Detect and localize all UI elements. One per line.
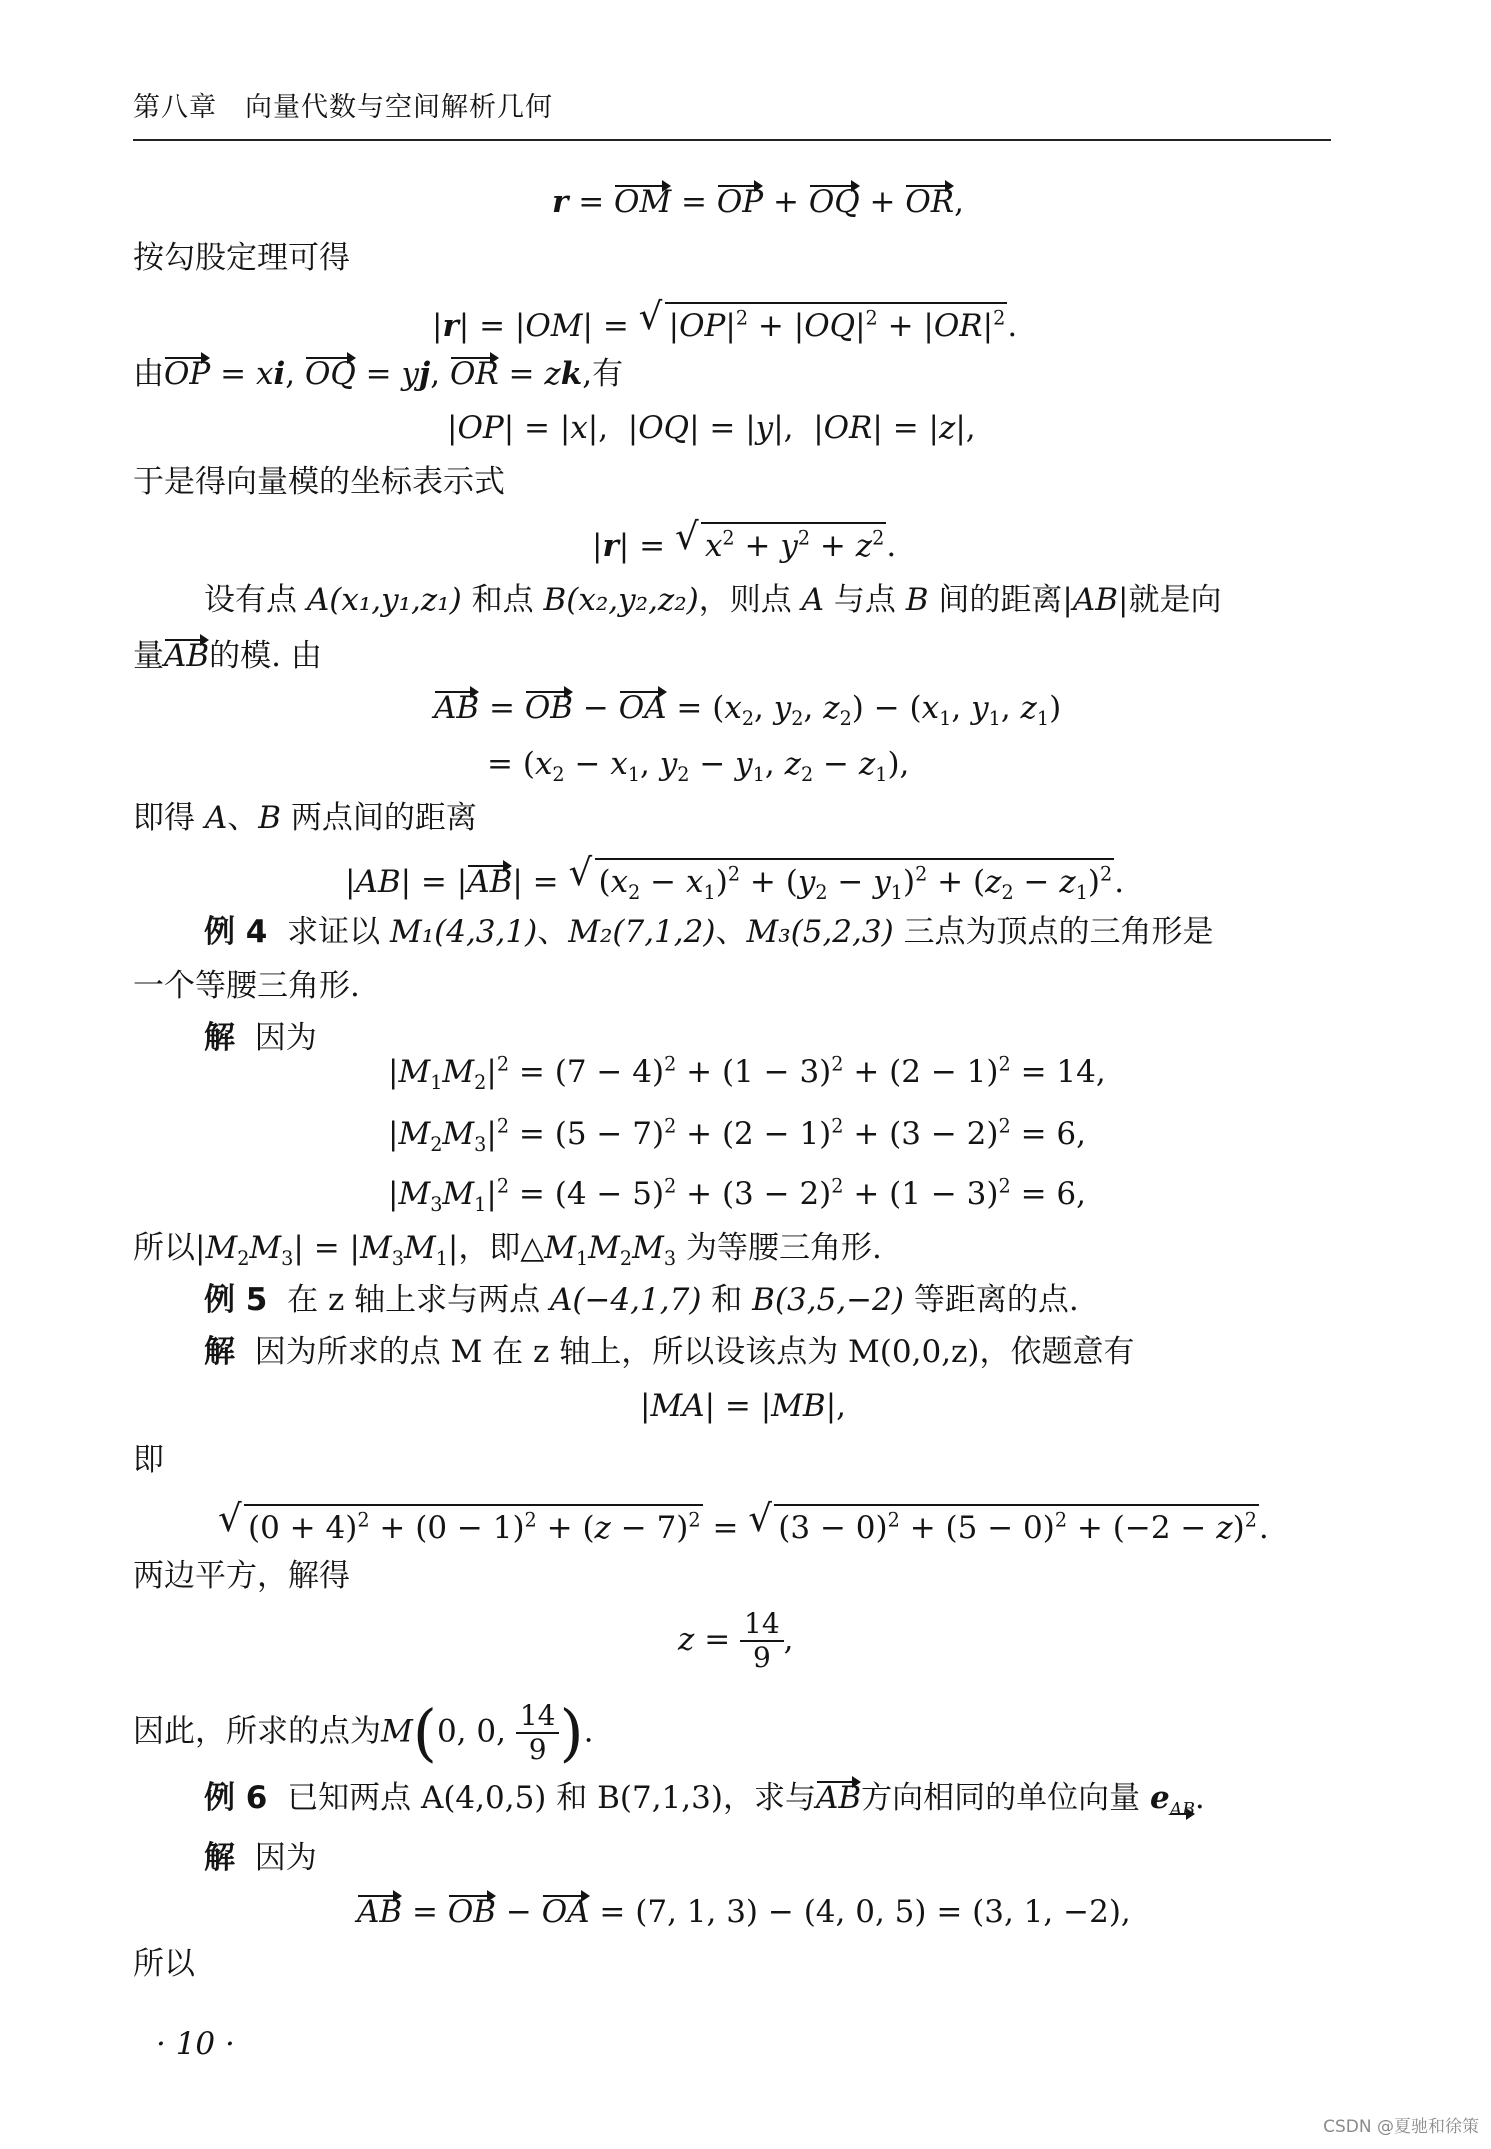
watermark: CSDN @夏驰和徐策: [1323, 2117, 1479, 2137]
example-4-text2: 三点为顶点的三角形是: [903, 914, 1214, 950]
text-thus-distance: 即得 A、B 两点间的距离: [133, 800, 477, 836]
text-modulus-by: 的模. 由: [209, 638, 322, 674]
eq-r-modulus: |r| = |OM| = √ $|OP|^2 + |OQ|^2 + |OR|^2$.: [432, 294, 1018, 344]
example-6-label: 例 6: [204, 1780, 268, 1816]
example-5-text: 在 z 轴上求与两点: [287, 1282, 541, 1318]
eq-r-sum: r = OM = OP + OQ + OR,: [552, 184, 964, 220]
text-namely: 即: [133, 1442, 164, 1478]
text-vec-modulus: 量AB的模. 由: [133, 638, 322, 674]
point-m3: M₃(5,2,3): [746, 914, 894, 950]
text-setpoints: 设有点: [204, 582, 297, 618]
solution-6: [204, 1838, 317, 1878]
eq-r-coords: |r| = √ $x^2 + y^2 + z^2$.: [592, 514, 897, 564]
text-comma: ,: [582, 356, 593, 392]
text-and-point: 和点: [471, 582, 534, 618]
text-is-vec: 就是向: [1128, 582, 1222, 618]
eq-ex5-sqrt: √ $(0 + 4)^2 + (0 - 1)^2 + (z - 7)^2$ = √ $(3 - 0)^2 + (5 - 0)^2 + (-2 - z)^2$.: [218, 1496, 1269, 1546]
point-m-denominator: 9: [528, 1733, 547, 1766]
text-so-end: 所以: [133, 1946, 195, 1982]
example-5: 例 5 在 z 轴上求与两点 A(−4,1,7) 和 B(3,5,−2) 等距离的点.: [204, 1282, 1079, 1318]
eq-m1m2: $|M_1M_2|^2 = (7 - 4)^2 + (1 - 3)^2 + (2 - 1)^2 = 14$,: [388, 1052, 1106, 1095]
text-from: 由: [133, 356, 164, 392]
solution-4: [204, 1018, 317, 1058]
header-rule: [133, 139, 1331, 141]
example-4: 例 4 求证以 M₁(4,3,1)、M₂(7,1,2)、M₃(5,2,3) 三点为顶点的三角形是: [204, 914, 1214, 950]
eq-abs-components: |OP| = |x|, |OQ| = |y|, |OR| = |z|,: [447, 410, 976, 446]
fraction-14-9: [740, 1608, 784, 1674]
text-is-isosceles: 为等腰三角形.: [685, 1230, 882, 1266]
chapter-header: 第八章 向量代数与空间解析几何: [133, 92, 553, 123]
page-number: · 10 ·: [156, 2026, 235, 2062]
eq-ab-ex6: AB = OB − OA = (7, 1, 3) − (4, 0, 5) = (3, 1, −2),: [357, 1894, 1131, 1930]
point-b: B(x₂,y₂,z₂): [543, 582, 699, 618]
fraction-numerator: 14: [740, 1608, 784, 1642]
text-so: 所以: [133, 1230, 195, 1266]
text-dist-is: 间的距离: [938, 582, 1063, 618]
point-m-numerator: 14: [516, 1700, 560, 1734]
example-4-text3: 一个等腰三角形.: [133, 968, 360, 1004]
text-thus-dist: 即得: [133, 800, 195, 836]
text-ie: ，即: [458, 1230, 521, 1266]
example-6-text: 已知两点 A(4,0,5) 和 B(7,1,3)，求与: [287, 1780, 816, 1816]
text-then-point: ，则点: [698, 582, 792, 618]
fraction-denominator: 9: [752, 1641, 771, 1674]
eq-ma-mb: |MA| = |MB|,: [640, 1388, 847, 1424]
point-m2: M₂(7,1,2): [568, 914, 716, 950]
eq-z-value: z = $\frac{14}{9}$ ,: [678, 1607, 794, 1674]
solution-label: 解: [204, 1020, 235, 1056]
ex5-point-b: B(3,5,−2): [752, 1282, 904, 1318]
text-pythagoras: 按勾股定理可得: [133, 240, 350, 276]
text-therefore: 因此，所求的点为: [133, 1713, 381, 1750]
solution-5-text: 因为所求的点 M 在 z 轴上，所以设该点为 M(0,0,z)，依题意有: [254, 1334, 1135, 1370]
text-because-6: 因为: [254, 1840, 317, 1876]
eq-m2m3: $|M_2M_3|^2 = (5 - 7)^2 + (2 - 1)^2 + (3 - 2)^2 = 6$,: [388, 1114, 1086, 1157]
solution-label-5: 解: [204, 1334, 235, 1370]
text-two-points: 两点间的距离: [290, 800, 477, 836]
text-with-point: 与点: [833, 582, 896, 618]
example-4-label: 例 4: [204, 914, 268, 950]
point-m1: M₁(4,3,1): [389, 914, 538, 950]
text-square-both: 两边平方，解得: [133, 1558, 350, 1594]
eq-ab-vector: AB = OB − OA = ($x_2$, $y_2$, $z_2) - (x_1$, $y_1$, $z_1$): [434, 690, 1062, 731]
point-a: A(x₁,y₁,z₁): [306, 582, 462, 618]
example-4-text: 求证以: [287, 914, 381, 950]
solution-label-6: 解: [204, 1840, 235, 1876]
text-have: 有: [592, 356, 624, 392]
example-6: 例 6 已知两点 A(4,0,5) 和 B(7,1,3)，求与AB方向相同的单位向量 $e_{AB}$.: [204, 1780, 1205, 1821]
eq-components: 由OP = xi, OQ = yj, OR = zk,有: [133, 356, 624, 392]
eq-ab-diff: = ($x_2 - x_1$, $y_2 - y_1$, $z_2 - z_1$),: [487, 746, 910, 787]
eq-m3m1: $|M_3M_1|^2 = (4 - 5)^2 + (3 - 2)^2 + (1 - 3)^2 = 6$,: [388, 1174, 1086, 1217]
example-5-label: 例 5: [204, 1282, 268, 1318]
example-5-text2: 等距离的点.: [913, 1282, 1079, 1318]
text-therefore-point: 因此，所求的点为M(0, 0, $\frac{14}{9}$ ).: [133, 1696, 594, 1769]
conclusion-4: 所以$|M_2M_3| = |M_3M_1|$，即$\triangle M_1M_2M_3$ 为等腰三角形.: [133, 1230, 882, 1271]
text-set-points: 设有点 A(x₁,y₁,z₁) 和点 B(x₂,y₂,z₂)，则点 A 与点 B 间的距离|AB|就是向: [204, 582, 1222, 618]
text-coord-form: 于是得向量模的坐标表示式: [133, 464, 505, 500]
solution-5: [204, 1332, 1134, 1372]
text-because: 因为: [254, 1020, 317, 1056]
eq-distance: |AB| = |AB| = √ $(x_2 - x_1)^2 + (y_2 - y_1)^2 + (z_2 - z_1)^2$.: [345, 850, 1125, 905]
example-6-text2: 方向相同的单位向量: [861, 1780, 1141, 1816]
ex5-point-a: A(−4,1,7): [550, 1282, 702, 1318]
text-vec-of: 量: [133, 638, 164, 674]
